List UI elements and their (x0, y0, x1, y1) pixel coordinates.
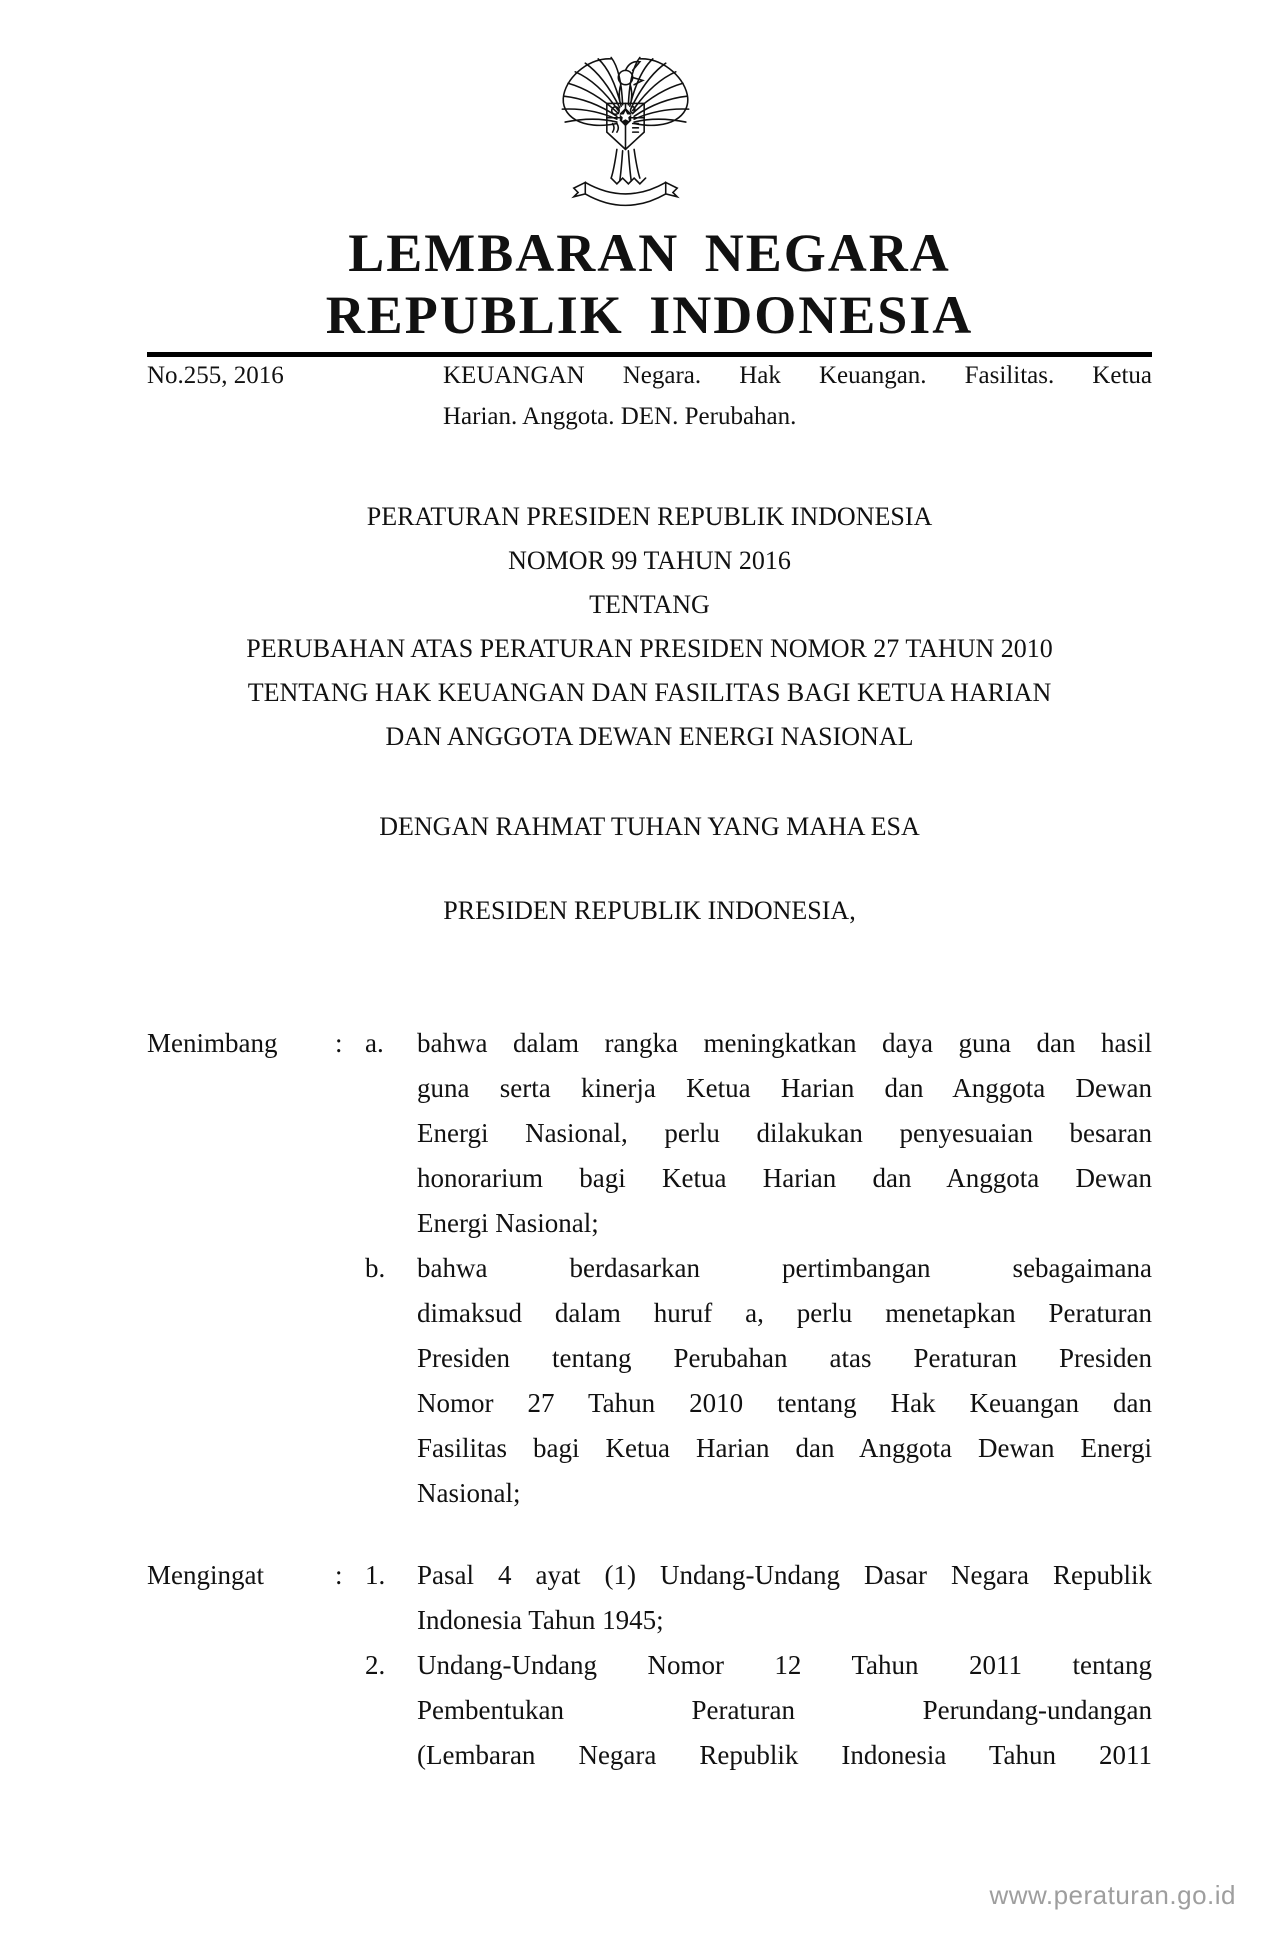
item-marker: b. (365, 1253, 386, 1283)
considerations-colon: : (335, 1028, 343, 1058)
issue-number: No.255, 2016 (147, 362, 284, 389)
invocation-line: DENGAN RAHMAT TUHAN YANG MAHA ESA (379, 812, 920, 841)
considerations-items (365, 1021, 1152, 1516)
considerations-section (147, 1021, 1152, 1516)
subject-keywords: KEUANGAN Negara. Hak Keuangan. Fasilitas. Ketua Harian. Anggota. DEN. Perubahan. (443, 362, 1152, 430)
item-marker: 1. (365, 1560, 386, 1590)
garuda-pancasila-emblem-icon (553, 56, 698, 214)
consideration-item-b (365, 1246, 1152, 1516)
legal-basis-section (147, 1553, 1152, 1778)
item-text: bahwa berdasarkan pertimbangan sebagaimana dimaksud dalam huruf a, perlu menetapkan Peraturan Presiden tentang Perubahan atas Peraturan Presiden Nomor 27 Tahun 2010 tentang Hak Keuangan dan Fasilitas bagi Ketua Harian dan Anggota Dewan Energi Nasional; (417, 1253, 1152, 1508)
item-text: Pasal 4 ayat (1) Undang-Undang Dasar Negara Republik Indonesia Tahun 1945; (417, 1560, 1152, 1635)
consideration-item-a (365, 1021, 1152, 1246)
considerations-label: Menimbang (147, 1028, 278, 1058)
legal-basis-item-2 (365, 1643, 1152, 1778)
watermark-url: www.peraturan.go.id (989, 1880, 1236, 1910)
regulation-title-block: PERATURAN PRESIDEN REPUBLIK INDONESIA NOMOR 99 TAHUN 2016 TENTANG PERUBAHAN ATAS PERATURAN PRESIDEN NOMOR 27 TAHUN 2010 TENTANG HAK KEUANGAN DAN FASILITAS BAGI KETUA HARIAN DAN ANGGOTA DEWAN ENERGI NASIONAL (246, 502, 1053, 751)
item-text: Undang-Undang Nomor 12 Tahun 2011 tentang Pembentukan Peraturan Perundang-undangan (Lembaran Negara Republik Indonesia Tahun 2011 (417, 1650, 1152, 1770)
legal-basis-items (365, 1553, 1152, 1778)
item-marker: a. (365, 1028, 384, 1058)
gazette-header-row (147, 355, 1152, 437)
item-marker: 2. (365, 1650, 386, 1680)
legal-basis-colon: : (335, 1560, 343, 1590)
legal-basis-label: Mengingat (147, 1560, 264, 1590)
gazette-title-line2: REPUBLIK INDONESIA (325, 285, 974, 345)
legal-basis-item-1 (365, 1553, 1152, 1643)
gazette-title-line1: LEMBARAN NEGARA (348, 223, 951, 283)
item-text: bahwa dalam rangka meningkatkan daya guna dan hasil guna serta kinerja Ketua Harian dan Anggota Dewan Energi Nasional, perlu dilakukan penyesuaian besaran honorarium bagi Ketua Harian dan Anggota Dewan Energi Nasional; (417, 1028, 1152, 1238)
garuda-emblem-graphic (553, 56, 698, 214)
authority-line: PRESIDEN REPUBLIK INDONESIA, (443, 896, 856, 925)
